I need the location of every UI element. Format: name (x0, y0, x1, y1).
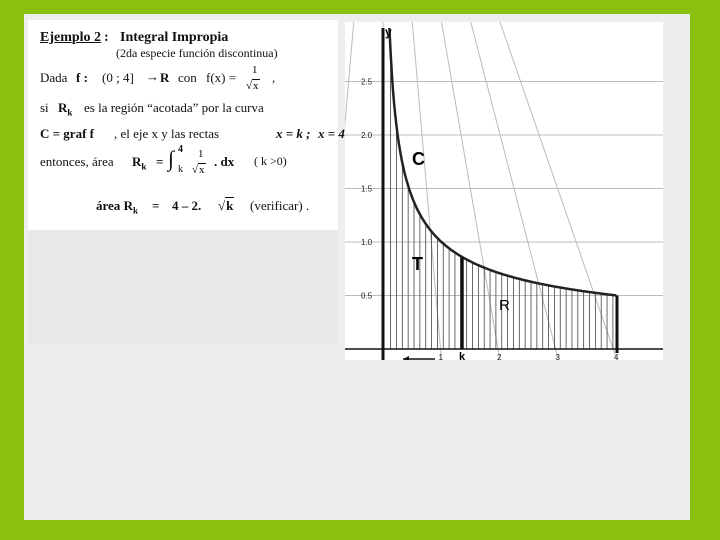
sqrt-x-2: x (199, 164, 205, 176)
y-tick-labels (361, 78, 373, 301)
integral-upper: 4 (178, 144, 183, 155)
si-label: si (40, 100, 49, 115)
condition: ( k >0) (254, 154, 287, 168)
example-number: Ejemplo 2 (40, 30, 102, 45)
sqrt-x: x (253, 80, 259, 92)
example-title: Integral Impropia (120, 30, 229, 45)
grid-line-v (442, 22, 501, 360)
dx-label: . dx (214, 154, 235, 169)
bounds-text: , el eje x y las rectas (114, 126, 220, 141)
y-tick-label: 0.5 (361, 291, 373, 301)
result-equals: = (152, 198, 160, 213)
verify-note: (verificar) . (250, 198, 310, 213)
region-label: R (499, 297, 510, 314)
heading-colon: : (104, 30, 109, 45)
y-axis-label: y (385, 25, 392, 39)
grid-line-v (500, 22, 617, 360)
curve-def: C = graf f (40, 126, 94, 141)
entonces-label: entonces, área (40, 154, 114, 169)
equals-sign: = (156, 154, 164, 169)
grid-line-v (345, 22, 354, 360)
con-label: con (178, 70, 197, 85)
region-symbol: $R_k$ (58, 100, 73, 118)
arrow-head-icon (403, 356, 409, 360)
region-description: es la región “acotada” por la curva (84, 100, 264, 115)
integral-sign: ∫ (168, 146, 175, 171)
y-tick-label: 2.0 (361, 131, 373, 140)
curve-label-c: C (412, 149, 425, 169)
x-tick-label: 4 (614, 353, 619, 360)
k-marker-label: k (459, 351, 466, 360)
codomain: R (160, 70, 170, 85)
function-graph (345, 22, 663, 360)
integrand-den: √x (192, 164, 205, 176)
x-tick-label: 2 (497, 353, 502, 360)
y-tick-label: 2.5 (361, 77, 373, 87)
line-x4: x = 4 (318, 126, 345, 141)
integrand-num: 1 (198, 148, 204, 160)
result-expression: 4 – 2. (172, 198, 202, 213)
comma: , (272, 70, 276, 85)
fx-label: f(x) = (206, 70, 237, 85)
result-area: área $R_k$ (96, 198, 138, 216)
result-sqrt: √k (218, 198, 234, 213)
x-tick-label: 3 (555, 353, 560, 360)
dada-label: Dada (40, 70, 68, 85)
fraction-num: 1 (252, 64, 258, 76)
y-tick-label: 1.5 (361, 184, 373, 194)
y-tick-label: 1.0 (361, 238, 373, 247)
graph-panel (345, 22, 663, 360)
integral-lower: k (178, 164, 183, 175)
blank-area (28, 230, 338, 344)
example-subtitle: (2da especie función discontinua) (116, 46, 278, 60)
function-name: f : (76, 70, 88, 85)
area-symbol: $R_k$ (132, 154, 147, 172)
fraction-den: √x (246, 80, 259, 92)
arrow-icon: → (146, 69, 159, 84)
x-tick-labels (439, 353, 620, 360)
domain: (0 ; 4] (102, 70, 134, 85)
x-tick-label: 1 (438, 353, 443, 360)
text-panel (28, 20, 345, 232)
line-xk: x = k ; (276, 126, 311, 141)
point-label-t: T (412, 254, 423, 274)
